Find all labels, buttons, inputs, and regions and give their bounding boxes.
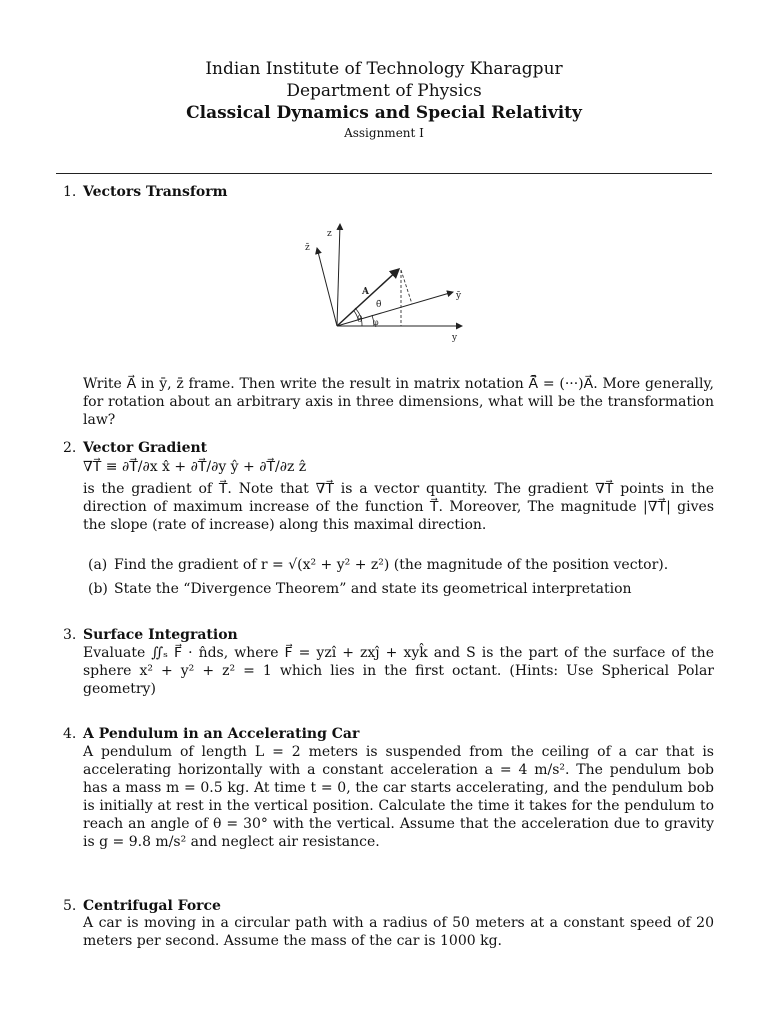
theta-label: θ	[357, 315, 363, 325]
question-2a-text: Find the gradient of r = √(x² + y² + z²) (the magnitude of the position vector).	[114, 557, 669, 573]
question-2-title: Vector Gradient	[83, 440, 208, 456]
question-4-title: A Pendulum in an Accelerating Car	[83, 726, 360, 742]
question-2-text: is the gradient of T⃗. Note that ∇T⃗ is a vector quantity. The gradient ∇T⃗ points in the direction of maximum increase of the function T⃗. Moreover, The magnitude |∇T⃗| gives the slope (rate of increase) along this maximal direction.	[83, 481, 714, 533]
question-3-title: Surface Integration	[83, 627, 238, 643]
department-name: Department of Physics	[286, 81, 482, 101]
y-bar-label: ȳ	[456, 291, 462, 301]
z-axis	[337, 224, 340, 326]
vector-a-arrow	[337, 269, 399, 326]
z-label: z	[327, 229, 332, 239]
question-4-number: 4.	[63, 726, 77, 742]
question-5-text: A car is moving in a circular path with a radius of 50 meters at a constant speed of 20 meters per second. Assume the mass of the car is 1000 kg.	[83, 915, 714, 949]
question-3-number: 3.	[63, 627, 77, 643]
phi-label: φ	[373, 318, 379, 327]
gradient-formula: ∇T⃗ ≡ ∂T⃗/∂x x̂ + ∂T⃗/∂y ŷ + ∂T⃗/∂z ẑ	[83, 459, 307, 475]
course-title: Classical Dynamics and Special Relativity	[186, 103, 582, 123]
question-3-text: Evaluate ∬ₛ F⃗ · n̂ds, where F⃗ = yzî + zxĵ + xyk̂ and S is the part of the surface of the sphere x² + y² + z² = 1 which lies in the first octant. (Hints: Use Spherical Polar geometry)	[83, 645, 714, 697]
z-bar-label: z̄	[305, 243, 310, 253]
question-5-number: 5.	[63, 898, 77, 914]
question-1-number: 1.	[63, 184, 77, 200]
projection-ybar-dashed	[401, 270, 412, 304]
y-label: y	[452, 333, 458, 343]
question-2b-text: State the “Divergence Theorem” and state its geometrical interpretation	[114, 581, 632, 597]
z-bar-axis	[317, 248, 337, 326]
header-divider	[56, 173, 712, 174]
institute-name: Indian Institute of Technology Kharagpur	[205, 59, 563, 79]
theta-bar-label: θ̄	[376, 300, 382, 310]
assignment-label: Assignment I	[344, 126, 424, 140]
question-4-text: A pendulum of length L = 2 meters is suspended from the ceiling of a car that is accelerating horizontally with a constant acceleration a = 4 m/s². The pendulum bob has a mass m = 0.5 kg. At time t = 0, the car starts accelerating, and the pendulum bob is initially at rest in the vertical position. Calculate the time it takes for the pendulum to reach an angle of θ = 30° with the vertical. Assume that the acceleration due to gravity is g = 9.8 m/s² and neglect air resistance.	[83, 744, 714, 850]
question-1-title: Vectors Transform	[83, 184, 228, 200]
question-2a-label: (a)	[88, 557, 108, 573]
question-1-text: Write A⃗ in ȳ, z̄ frame. Then write the result in matrix notation A⃗̄ = (···)A⃗. More generally, for rotation about an arbitrary axis in three dimensions, what will be the transformation law?	[83, 376, 714, 428]
question-2-number: 2.	[63, 440, 77, 456]
vector-rotation-diagram	[300, 220, 480, 350]
vector-a-label: A	[362, 287, 369, 297]
question-5-title: Centrifugal Force	[83, 898, 221, 914]
document-header	[0, 58, 768, 141]
question-2b-label: (b)	[88, 581, 108, 597]
